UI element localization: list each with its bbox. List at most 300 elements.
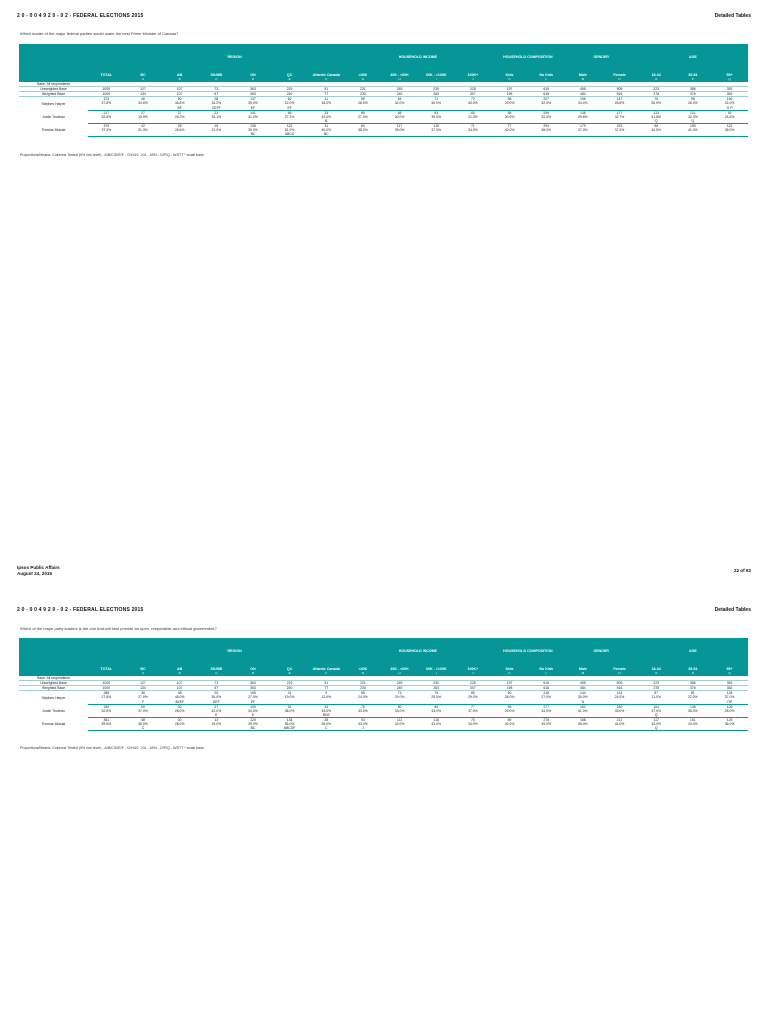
table-cell: 50 <box>141 704 145 709</box>
table-cell: 21.0% <box>651 695 661 700</box>
table-cell: BC <box>235 726 272 731</box>
table-cell: 77 <box>308 92 345 97</box>
table-cell: 35.0% <box>688 708 698 713</box>
table-cell: 29.0% <box>468 695 478 700</box>
table-cell: 147 <box>616 97 623 102</box>
footnote: Proportions/Means: Columns Tested (5% risk level) - A/B/C/D/E/F - G/H/I/J - K/L - M/N - O/P/Q - N/STT * small base <box>20 153 204 157</box>
table-cell: 40.0% <box>504 128 515 133</box>
table-cell: 31.0% <box>578 708 588 713</box>
column-header: 60K - <100K <box>418 70 455 77</box>
column-letter: J <box>455 671 492 676</box>
table-cell: AEEF <box>161 700 198 705</box>
table-cell: 240 <box>271 686 308 691</box>
table-cell: 34.0% <box>468 722 478 727</box>
table-cell: 484 <box>565 686 602 691</box>
table-cell: 125 <box>726 717 733 722</box>
column-header: QC <box>271 664 308 671</box>
table-cell <box>711 132 748 137</box>
crosstab-table <box>19 44 748 137</box>
column-header: 35-54 <box>675 664 712 671</box>
table-cell: 27.0% <box>248 695 258 700</box>
column-letter: D <box>235 671 272 676</box>
table-cell: 34.0% <box>248 708 258 713</box>
table-cell: 392 <box>711 681 748 686</box>
table-cell: 26.0% <box>358 101 368 106</box>
column-letter: Q <box>711 671 748 676</box>
table-cell: 35.0% <box>578 722 588 727</box>
header-blank-cell <box>19 638 88 664</box>
table-cell: 43.0% <box>321 708 332 713</box>
column-group-header: HOUSEHOLD INCOME <box>345 44 492 70</box>
table-cell: 26.9% <box>651 101 661 106</box>
table-cell: 28.0% <box>174 708 185 713</box>
table-cell: 228 <box>455 87 492 92</box>
table-cell: 50 <box>177 97 182 102</box>
table-cell: 516 <box>601 92 638 97</box>
table-cell: 26.0% <box>688 101 698 106</box>
column-header: Male <box>565 70 602 77</box>
table-cell <box>711 726 748 731</box>
row-label: Unweighted Base <box>19 87 88 92</box>
table-cell: 73 <box>198 87 235 92</box>
table-cell <box>381 132 418 137</box>
table-cell: 13 <box>214 717 219 722</box>
table-cell: 37.3% <box>101 128 112 133</box>
table-cell: 57 <box>654 691 659 696</box>
table-cell <box>161 132 198 137</box>
table-cell: 21.0% <box>211 128 222 133</box>
table-cell: 38.0% <box>358 128 368 133</box>
column-header: BC <box>125 664 162 671</box>
table-cell: 277 <box>543 704 550 709</box>
table-cell: 77 <box>308 686 345 691</box>
table-cell: J <box>345 726 382 731</box>
table-cell: EF <box>235 700 272 705</box>
table-cell: 223 <box>638 87 675 92</box>
column-header: No Kids <box>528 70 565 77</box>
table-cell: 60 <box>507 691 512 696</box>
table-cell <box>601 726 638 731</box>
column-header: <40K <box>345 70 382 77</box>
table-cell: 64 <box>397 97 402 102</box>
column-group-header: HOUSEHOLD INCOME <box>345 638 492 664</box>
table-cell: 618 <box>528 92 565 97</box>
table-cell: 37.0% <box>651 708 661 713</box>
table-cell: 19.0% <box>284 695 295 700</box>
table-cell <box>345 132 382 137</box>
table-cell: 146 <box>726 97 733 102</box>
column-header: ON <box>235 664 272 671</box>
detailed-tables-label: Detailed Tables <box>714 607 751 613</box>
table-cell: 52 <box>287 97 292 102</box>
table-cell: 33 <box>324 704 329 709</box>
header-blank-cell <box>19 44 88 70</box>
table-cell: 42.0% <box>211 708 222 713</box>
column-letter: A <box>125 77 162 82</box>
table-cell: 195 <box>491 686 528 691</box>
table-cell: 42.0% <box>394 722 405 727</box>
table-cell <box>418 726 455 731</box>
page-header <box>17 607 751 617</box>
column-letter: I <box>418 671 455 676</box>
header-blank-cell <box>88 638 125 664</box>
table-cell: 117 <box>396 123 403 128</box>
column-group-header: AGE <box>638 44 748 70</box>
table-cell: 30.0% <box>431 114 442 119</box>
page-header <box>17 13 751 23</box>
table-cell: 363 <box>235 681 272 686</box>
header-blank-cell <box>88 44 125 70</box>
table-cell: 219 <box>271 87 308 92</box>
column-letter: D <box>235 77 272 82</box>
row-label: Thomas Mulcair <box>41 722 66 727</box>
table-cell: 127 <box>125 87 162 92</box>
column-header: 100K+ <box>455 70 492 77</box>
table-cell: 55 <box>507 704 512 709</box>
table-cell: 104 <box>653 704 659 709</box>
table-cell: E <box>235 713 272 718</box>
table-cell: 27.0% <box>358 114 368 119</box>
table-cell: 1000 <box>88 92 125 97</box>
table-cell: 34.0% <box>541 708 552 713</box>
table-cell: 107 <box>161 686 198 691</box>
table-cell: DEF <box>198 700 235 705</box>
table-cell: 376 <box>675 686 712 691</box>
header-blank-cell <box>19 70 88 77</box>
column-letter: H <box>381 671 418 676</box>
table-cell: 58 <box>507 110 512 115</box>
table-cell: 30.0% <box>394 114 405 119</box>
column-letter: B <box>161 77 198 82</box>
table-cell: 30 <box>177 717 182 722</box>
table-cell: 91 <box>287 704 292 709</box>
table-cell: 22.0% <box>688 695 698 700</box>
table-cell: 39.0% <box>541 722 552 727</box>
table-cell: 505 <box>601 87 638 92</box>
table-cell: 196 <box>580 97 586 102</box>
row-label: Base: All respondents <box>19 676 88 681</box>
table-cell: 36.0% <box>724 722 735 727</box>
table-cell: 36 <box>141 691 145 696</box>
table-cell: 77 <box>507 123 512 128</box>
column-header: SK/MB <box>198 70 235 77</box>
table-cell: 40.0% <box>504 722 515 727</box>
table-cell <box>198 726 235 731</box>
table-cell: 28.0% <box>504 695 515 700</box>
table-cell: 240 <box>381 92 418 97</box>
table-cell: 1000 <box>88 686 125 691</box>
table-cell: 363 <box>235 686 272 691</box>
table-cell: 59 <box>361 97 365 102</box>
table-cell: 32.3% <box>688 114 698 119</box>
table-cell: 249 <box>381 681 418 686</box>
table-cell: 67 <box>198 92 235 97</box>
table-cell: 27.1% <box>284 114 295 119</box>
table-cell: 128 <box>726 691 733 696</box>
column-header: 55+ <box>711 70 748 77</box>
table-cell: 212 <box>616 717 623 722</box>
table-cell: 73 <box>198 681 235 686</box>
table-cell: 37.0% <box>468 708 478 713</box>
column-header: <40K <box>345 664 382 671</box>
table-cell: 32.6% <box>101 114 112 119</box>
column-header: AB <box>161 664 198 671</box>
column-letter: I <box>418 77 455 82</box>
table-cell: CEFF <box>198 106 235 111</box>
table-cell: 27 <box>177 110 182 115</box>
table-row <box>19 132 748 137</box>
table-cell: 363 <box>235 92 272 97</box>
table-cell: 40.0% <box>468 101 478 106</box>
table-cell: 263 <box>418 92 455 97</box>
footer-company-block <box>17 565 60 576</box>
table-cell: 33.0% <box>614 708 625 713</box>
table-cell: 65 <box>361 110 365 115</box>
column-header: 40K - <60K <box>381 664 418 671</box>
table-cell: 294 <box>543 123 550 128</box>
column-header: Kids <box>491 664 528 671</box>
table-cell: EF <box>235 106 272 111</box>
column-letter: G <box>345 77 382 82</box>
table-cell: 23 <box>214 110 219 115</box>
detailed-tables-label: Detailed Tables <box>714 13 751 19</box>
table-cell: ABCDF <box>271 726 308 731</box>
column-letter: M <box>565 77 602 82</box>
crosstab-table <box>19 638 748 731</box>
column-header: 18-34 <box>638 70 675 77</box>
column-group-header: REGION <box>125 44 345 70</box>
table-cell: 39.0% <box>248 101 258 106</box>
table-cell: 31 <box>324 123 329 128</box>
column-group-header: AGE <box>638 638 748 664</box>
column-header: Female <box>601 664 638 671</box>
table-cell: 43.0% <box>688 722 698 727</box>
column-letter: K <box>491 671 528 676</box>
table-cell: 73 <box>434 97 439 102</box>
table-cell: 38.0% <box>541 128 552 133</box>
table-cell: 197 <box>491 681 528 686</box>
table-cell: 72 <box>471 97 475 102</box>
table-cell: 120 <box>250 717 256 722</box>
table-cell <box>491 726 528 731</box>
column-letter: A <box>125 671 162 676</box>
header-blank-cell <box>19 664 88 671</box>
table-cell: 32.0% <box>394 101 405 106</box>
table-cell: 81 <box>690 691 695 696</box>
column-header: Atlantic Canada <box>308 664 345 671</box>
table-cell: 80 <box>397 704 402 709</box>
table-cell: 35.0% <box>724 128 735 133</box>
column-letter: E <box>271 77 308 82</box>
column-letter: M <box>565 671 602 676</box>
table-cell: 307 <box>455 92 492 97</box>
table-cell: 29.0% <box>431 695 442 700</box>
table-cell: 32.8% <box>101 708 112 713</box>
table-cell <box>198 132 235 137</box>
table-cell: 135 <box>250 123 256 128</box>
table-cell: 70 <box>471 717 475 722</box>
column-letter: F <box>308 77 345 82</box>
table-cell <box>528 132 565 137</box>
table-cell <box>565 726 602 731</box>
table-cell: 31.3% <box>138 128 148 133</box>
table-cell <box>88 726 125 731</box>
table-cell: 28.8% <box>614 101 625 106</box>
table-cell: 71 <box>471 123 475 128</box>
table-cell: 249 <box>381 87 418 92</box>
table-cell: 28 <box>177 123 182 128</box>
column-letter: C <box>198 671 235 676</box>
table-cell: 25.6% <box>174 128 185 133</box>
question-text: Which leader of the major federal parties would make the best Prime Minister of Canada? <box>20 31 179 36</box>
table-cell: 197 <box>491 87 528 92</box>
table-cell: 27 <box>214 704 219 709</box>
column-letter: L <box>528 77 565 82</box>
table-cell: 230 <box>345 686 382 691</box>
table-cell: 381 <box>103 717 110 722</box>
table-cell: 124 <box>616 691 623 696</box>
table-cell: 43.0% <box>358 722 368 727</box>
table-cell: 98 <box>690 97 695 102</box>
table-cell: 107 <box>161 92 198 97</box>
table-cell: ABCD <box>271 132 308 137</box>
column-letter: L <box>528 671 565 676</box>
table-cell <box>528 726 565 731</box>
table-cell: 80 <box>434 704 439 709</box>
table-cell: 28 <box>214 97 219 102</box>
row-label: Unweighted Base <box>19 681 88 686</box>
table-cell: 137 <box>250 97 256 102</box>
table-cell: 34.1% <box>211 114 222 119</box>
column-header: 60K - <100K <box>418 664 455 671</box>
table-cell: 36.0% <box>321 722 332 727</box>
table-cell: 221 <box>345 681 382 686</box>
column-letter: N <box>601 77 638 82</box>
column-group-header: HOUSEHOLD COMPOSITION <box>491 44 564 70</box>
table-cell: 330 <box>103 704 110 709</box>
table-cell: 58 <box>507 97 512 102</box>
table-cell <box>601 132 638 137</box>
table-cell: 278 <box>638 92 675 97</box>
table-cell: 615 <box>528 87 565 92</box>
table-cell: N <box>565 700 602 705</box>
table-cell: 80 <box>471 691 475 696</box>
table-cell: 288 <box>103 691 110 696</box>
table-cell: 55 <box>361 691 365 696</box>
table-cell: 75 <box>361 704 365 709</box>
table-cell: 218 <box>543 691 550 696</box>
table-cell: 48 <box>141 717 145 722</box>
table-cell <box>125 132 162 137</box>
column-header: Kids <box>491 70 528 77</box>
table-cell: 299 <box>543 110 550 115</box>
column-letter: N <box>601 671 638 676</box>
table-cell <box>455 132 492 137</box>
column-header: BC <box>125 70 162 77</box>
table-cell: 161 <box>689 717 696 722</box>
table-cell <box>418 132 455 137</box>
table-cell: 207 <box>543 97 550 102</box>
table-cell: 168 <box>580 717 586 722</box>
row-label: Stephen Harper <box>41 101 66 106</box>
column-header: Female <box>601 70 638 77</box>
row-label: Stephen Harper <box>41 695 66 700</box>
table-cell: 19.5% <box>138 114 148 119</box>
table-cell: 42.0% <box>651 722 661 727</box>
table-cell: 240 <box>381 686 418 691</box>
column-group-header: REGION <box>125 638 345 664</box>
table-cell: 230 <box>345 92 382 97</box>
table-cell: 152 <box>580 704 586 709</box>
table-cell: 9 <box>325 691 328 696</box>
table-cell: 69 <box>507 717 512 722</box>
table-cell: O P <box>711 106 748 111</box>
table-cell: 618 <box>528 686 565 691</box>
table-cell: BC <box>235 132 272 137</box>
table-cell: 12.0% <box>321 695 332 700</box>
table-cell: 217 <box>103 110 110 115</box>
table-cell: 230 <box>418 681 455 686</box>
table-cell: 27.8% <box>101 695 112 700</box>
table-cell <box>638 132 675 137</box>
table-cell: 1000 <box>88 87 125 92</box>
table-cell: 39.0% <box>394 128 405 133</box>
table-cell: 37.3% <box>614 128 625 133</box>
table-cell: 376 <box>675 92 712 97</box>
column-header: Atlantic Canada <box>308 70 345 77</box>
table-cell: 34.4% <box>578 101 588 106</box>
table-cell: BDE <box>308 713 345 718</box>
table-cell: 223 <box>638 681 675 686</box>
table-cell: C <box>125 726 162 731</box>
table-cell: 28 <box>324 717 329 722</box>
table-cell: 134 <box>125 92 162 97</box>
column-letter: J <box>455 77 492 82</box>
table-cell: 20 <box>214 691 219 696</box>
table-cell: 84 <box>361 123 365 128</box>
table-cell: 40.0% <box>321 128 332 133</box>
table-cell: 91 <box>308 87 345 92</box>
column-letter: B <box>161 671 198 676</box>
table-cell: 1000 <box>88 681 125 686</box>
table-cell: OP <box>711 700 748 705</box>
table-cell: 105 <box>250 691 256 696</box>
table-cell: 41 <box>287 691 292 696</box>
column-header: AB <box>161 70 198 77</box>
table-cell: 31.0% <box>248 114 258 119</box>
table-cell: 27.0% <box>138 695 148 700</box>
table-cell: EF <box>271 106 308 111</box>
table-cell: 29.0% <box>394 695 405 700</box>
table-cell: BC <box>308 132 345 137</box>
table-cell: 48 <box>177 691 182 696</box>
table-cell: 65 <box>471 110 475 115</box>
page-footer <box>17 565 751 579</box>
report-title: 2 0 - 0 0 4 9 2 0 - 0 2 - FEDERAL ELECTIONS 2015 <box>17 13 144 19</box>
table-cell: 56.0% <box>284 722 295 727</box>
table-cell: 92 <box>727 110 732 115</box>
table-cell: 28.0% <box>724 708 735 713</box>
table-cell: 352 <box>711 92 748 97</box>
company-name: Ipsos Public Affairs <box>17 565 60 570</box>
footnote: Proportions/Means: Columns Tested (5% risk level) - A/B/C/D/E/F - G/H/I/J - K/L - M/N - O/P/Q - N/STT * small base <box>20 746 204 750</box>
table-cell: 107 <box>161 87 198 92</box>
table-cell: 177 <box>616 110 623 115</box>
table-cell: C <box>308 726 345 731</box>
table-cell: 37.0% <box>138 708 148 713</box>
column-group-header: GENDER <box>565 638 638 664</box>
column-group-header: GENDER <box>565 44 638 70</box>
